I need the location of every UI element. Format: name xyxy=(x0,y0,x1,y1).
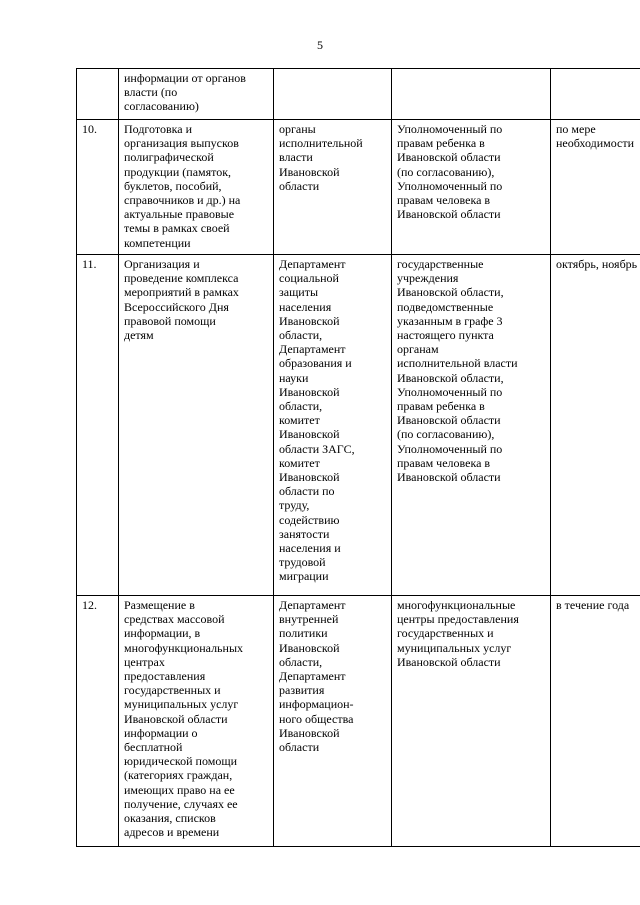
term-cell: октябрь, ноябрь xyxy=(551,255,640,596)
activities-table xyxy=(76,68,640,847)
executor-cell: Департамент внутренней политики Ивановской области, Департамент развития информацион- ного общества Ивановской области xyxy=(274,596,392,847)
participants-cell: многофункциональные центры предоставления государственных и муниципальных услуг Ивановской области xyxy=(392,596,551,847)
participants-cell: государственные учреждения Ивановской области, подведомственные указанным в графе 3 настоящего пункта органам исполнительной власти Ивановской области, Уполномоченный по правам ребенка в Ивановской области (по согласованию), Уполномоченный по правам человека в Ивановской области xyxy=(392,255,551,596)
term-cell: по мере необходимости xyxy=(551,120,640,255)
term-cell xyxy=(551,69,640,120)
table-row xyxy=(77,120,640,255)
row-number-cell: 10. xyxy=(77,120,119,255)
page-number: 5 xyxy=(317,38,323,52)
row-number-cell xyxy=(77,69,119,120)
row-number-cell: 11. xyxy=(77,255,119,596)
executor-cell: органы исполнительной власти Ивановской области xyxy=(274,120,392,255)
activity-cell: Подготовка и организация выпусков полиграфической продукции (памяток, буклетов, пособий, справочников и др.) на актуальные правовые темы в рамках своей компетенции xyxy=(119,120,274,255)
activity-cell: информации от органов власти (по согласованию) xyxy=(119,69,274,120)
activity-cell: Организация и проведение комплекса мероприятий в рамках Всероссийского Дня правовой помощи детям xyxy=(119,255,274,596)
executor-cell xyxy=(274,69,392,120)
executor-cell: Департамент социальной защиты населения Ивановской области, Департамент образования и науки Ивановской области, комитет Ивановской области ЗАГС, комитет Ивановской области по труду, содействию занятости населения и трудовой миграции xyxy=(274,255,392,596)
participants-cell xyxy=(392,69,551,120)
term-cell: в течение года xyxy=(551,596,640,847)
table-row xyxy=(77,69,640,120)
table-row xyxy=(77,596,640,847)
table-row xyxy=(77,255,640,596)
row-number-cell: 12. xyxy=(77,596,119,847)
activity-cell: Размещение в средствах массовой информации, в многофункциональных центрах предоставления государственных и муниципальных услуг Ивановской области информации о бесплатной юридической помощи (категориях граждан, имеющих право на ее получение, случаях ее оказания, списков адресов и времени xyxy=(119,596,274,847)
participants-cell: Уполномоченный по правам ребенка в Ивановской области (по согласованию), Уполномоченный по правам человека в Ивановской области xyxy=(392,120,551,255)
